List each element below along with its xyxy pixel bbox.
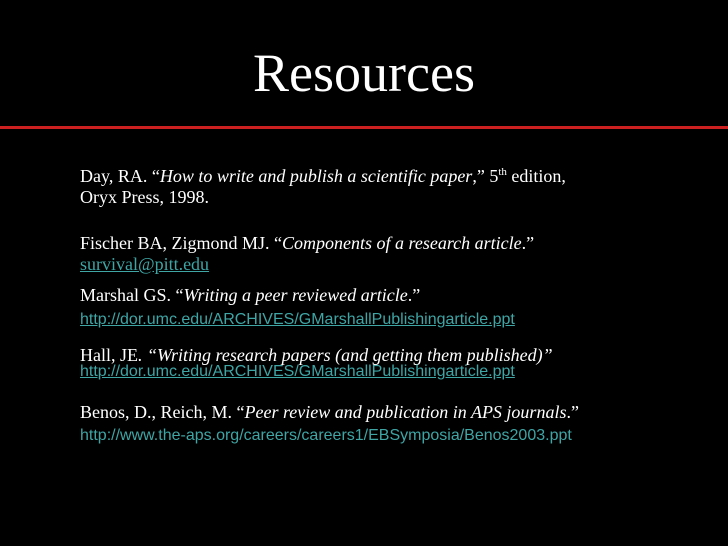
reference-day (80, 166, 700, 208)
reference-punct: .” (521, 233, 535, 253)
reference-author: Benos, D., Reich, M. “ (80, 402, 245, 422)
edition-superscript: th (498, 166, 507, 178)
reference-punct: ,” 5 (472, 166, 499, 186)
reference-link[interactable]: http://dor.umc.edu/ARCHIVES/GMarshallPublishingarticle.ppt (80, 363, 515, 380)
reference-link-email[interactable]: survival@pitt.edu (80, 254, 210, 274)
reference-author: Day, RA. “ (80, 166, 160, 186)
reference-line (80, 285, 700, 306)
reference-line (80, 402, 700, 423)
reference-link[interactable]: http://www.the-aps.org/careers/careers1/EBSymposia/Benos2003.ppt (80, 427, 572, 444)
reference-author: Marshal GS. “ (80, 285, 184, 305)
reference-publisher: Oryx Press, 1998. (80, 187, 209, 207)
reference-edition: edition, (506, 166, 566, 186)
reference-benos (80, 402, 700, 445)
reference-title: Components of a research article (282, 233, 522, 253)
reference-title: How to write and publish a scientific paper (159, 166, 473, 186)
slide-title: Resources (253, 43, 475, 103)
reference-hall (80, 345, 700, 381)
reference-title: . “Writing research papers (and getting them published)” (138, 345, 553, 365)
reference-title: Peer review and publication in APS journals (244, 402, 567, 422)
reference-author: Hall, JE (80, 345, 138, 365)
reference-fischer (80, 233, 700, 275)
title-divider (0, 126, 728, 129)
reference-title: Writing a peer reviewed article (183, 285, 408, 305)
reference-link[interactable]: http://dor.umc.edu/ARCHIVES/GMarshallPublishingarticle.ppt (80, 311, 515, 328)
reference-author: Fischer BA, Zigmond MJ. “ (80, 233, 282, 253)
reference-punct: .” (566, 402, 579, 422)
reference-punct: .” (407, 285, 421, 305)
reference-marshal (80, 285, 700, 329)
reference-line (80, 233, 700, 254)
reference-line (80, 166, 700, 187)
